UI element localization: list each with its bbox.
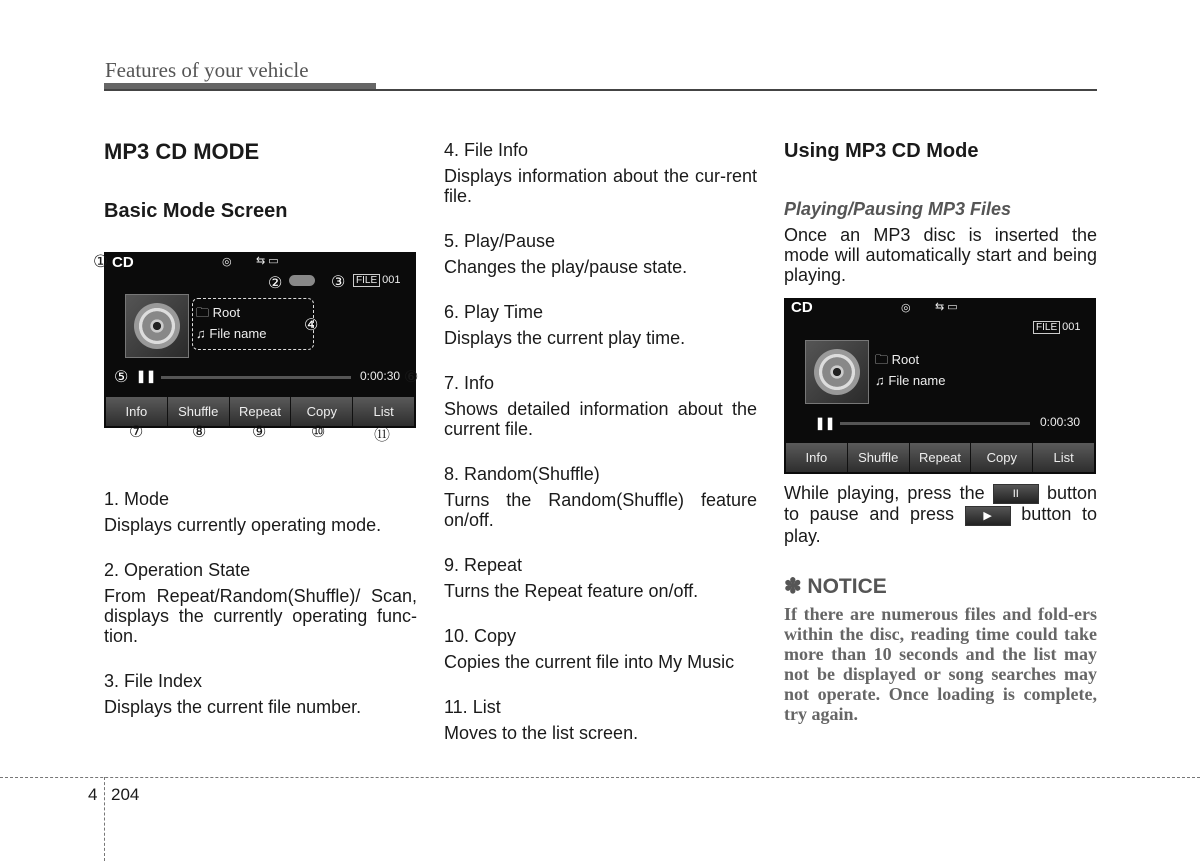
copy-button[interactable]: Copy bbox=[971, 443, 1033, 472]
item-title: 3. File Index bbox=[104, 671, 203, 691]
running-header: Features of your vehicle bbox=[105, 58, 309, 82]
file-name: File name bbox=[209, 326, 267, 341]
file-number: 001 bbox=[1062, 321, 1081, 333]
file-index bbox=[1033, 321, 1080, 333]
callout-8: ⑧ bbox=[192, 424, 207, 441]
footer-rule bbox=[0, 777, 1200, 778]
album-art bbox=[805, 340, 869, 404]
usb-icon: ⇆ ▭ bbox=[935, 301, 958, 313]
header-rule bbox=[104, 89, 1097, 91]
disc-icon bbox=[814, 349, 860, 395]
file-badge: FILE bbox=[353, 274, 380, 287]
item-title: 7. Info bbox=[444, 373, 495, 393]
item-desc: Displays information about the cur-rent file. bbox=[444, 166, 757, 206]
file-row bbox=[875, 373, 945, 388]
item-title: 9. Repeat bbox=[444, 555, 523, 575]
item-title: 6. Play Time bbox=[444, 302, 544, 322]
list-item bbox=[444, 555, 757, 601]
disc-status-icon: ◎ bbox=[901, 302, 911, 314]
press-text-1: While playing, press the bbox=[784, 483, 985, 503]
list-item bbox=[104, 489, 417, 535]
item-title: 11. List bbox=[444, 697, 501, 717]
list-item bbox=[444, 140, 757, 206]
list-item bbox=[444, 697, 757, 743]
copy-button[interactable]: Copy bbox=[291, 397, 353, 426]
page-number: 204 bbox=[111, 785, 140, 804]
shuffle-button[interactable]: Shuffle bbox=[848, 443, 910, 472]
press-text-3: button to play. bbox=[784, 504, 1097, 546]
intro-paragraph: Once an MP3 disc is inserted the mode will automatically start and being playing. bbox=[784, 225, 1097, 285]
play-button-icon: ▶ bbox=[965, 506, 1011, 526]
mode-button-bar bbox=[786, 443, 1094, 472]
notice-heading: ✽ NOTICE bbox=[784, 575, 887, 598]
basic-mode-screen bbox=[104, 252, 419, 428]
item-desc: Displays currently operating mode. bbox=[104, 515, 382, 535]
item-desc: Turns the Repeat feature on/off. bbox=[444, 581, 699, 601]
callout-5: ⑤ bbox=[114, 369, 129, 386]
press-instructions bbox=[784, 483, 1097, 547]
list-item bbox=[444, 231, 757, 277]
section-heading-right: Using MP3 CD Mode bbox=[784, 140, 979, 162]
folder-row bbox=[196, 304, 240, 326]
pause-icon[interactable]: ❚❚ bbox=[815, 416, 836, 430]
item-desc: Displays the current play time. bbox=[444, 328, 686, 348]
info-button[interactable]: Info bbox=[786, 443, 848, 472]
operation-state-icon bbox=[289, 275, 315, 286]
playing-screen bbox=[784, 298, 1096, 474]
list-item bbox=[444, 464, 757, 530]
disc-icon bbox=[134, 303, 180, 349]
middle-item-list bbox=[444, 140, 757, 768]
progress-bar bbox=[161, 376, 351, 379]
list-item bbox=[104, 671, 417, 717]
callout-6: ⑥ bbox=[404, 369, 419, 386]
callout-2: ② bbox=[268, 275, 283, 292]
play-time: 0:00:30 bbox=[360, 369, 401, 383]
section-heading: MP3 CD MODE bbox=[104, 139, 260, 164]
info-button[interactable]: Info bbox=[106, 397, 168, 426]
press-text-2: button to pause and press bbox=[784, 483, 1097, 525]
item-desc: Shows detailed information about the current file. bbox=[444, 399, 757, 439]
mode-label: CD bbox=[112, 254, 134, 271]
item-title: 2. Operation State bbox=[104, 560, 251, 580]
file-name: File name bbox=[888, 373, 946, 388]
disc-status-icon: ◎ bbox=[222, 256, 232, 268]
album-art bbox=[125, 294, 189, 358]
item-desc: From Repeat/Random(Shuffle)/ Scan, displays the currently operating func-tion. bbox=[104, 586, 417, 646]
callout-4: ④ bbox=[304, 317, 319, 334]
list-item bbox=[444, 302, 757, 348]
folder-name: Root bbox=[891, 352, 920, 367]
folder-row bbox=[875, 351, 919, 373]
item-title: 1. Mode bbox=[104, 489, 170, 509]
item-title: 10. Copy bbox=[444, 626, 517, 646]
list-item bbox=[444, 373, 757, 439]
list-button[interactable]: List bbox=[1033, 443, 1094, 472]
list-button[interactable]: List bbox=[353, 397, 414, 426]
file-badge: FILE bbox=[1033, 321, 1060, 334]
file-row bbox=[196, 326, 266, 341]
item-desc: Moves to the list screen. bbox=[444, 723, 639, 743]
progress-bar bbox=[840, 422, 1030, 425]
item-title: 5. Play/Pause bbox=[444, 231, 556, 251]
callout-9: ⑨ bbox=[252, 424, 267, 441]
music-note-icon: ♫ bbox=[196, 326, 206, 341]
music-note-icon: ♫ bbox=[875, 373, 885, 388]
subsection-heading-right: Playing/Pausing MP3 Files bbox=[784, 199, 1012, 219]
play-time: 0:00:30 bbox=[1040, 415, 1081, 429]
callout-10: ⑩ bbox=[311, 424, 326, 441]
pause-button-icon: II bbox=[993, 484, 1039, 504]
callout-1: ① bbox=[93, 252, 109, 271]
folder-icon: 🗀 bbox=[196, 305, 210, 320]
notice-text: If there are numerous files and fold-ers within the disc, reading time could take more than 10 seconds and the list may not be displayed or song searches may not operate. Once loading is complete, try again. bbox=[784, 604, 1097, 724]
folder-name: Root bbox=[212, 305, 241, 320]
callout-11: ⑪ bbox=[374, 427, 391, 444]
callout-3: ③ bbox=[331, 274, 346, 291]
mode-label: CD bbox=[791, 299, 813, 316]
list-item bbox=[444, 626, 757, 672]
shuffle-button[interactable]: Shuffle bbox=[168, 397, 230, 426]
item-desc: Changes the play/pause state. bbox=[444, 257, 688, 277]
item-desc: Copies the current file into My Music bbox=[444, 652, 735, 672]
item-title: 8. Random(Shuffle) bbox=[444, 464, 600, 484]
list-item bbox=[104, 560, 417, 646]
usb-icon: ⇆ ▭ bbox=[256, 255, 279, 267]
callout-7: ⑦ bbox=[129, 424, 144, 441]
subsection-heading: Basic Mode Screen bbox=[104, 200, 288, 222]
pause-icon: ❚❚ bbox=[136, 369, 157, 383]
left-item-list bbox=[104, 489, 417, 742]
item-title: 4. File Info bbox=[444, 140, 529, 160]
file-number: 001 bbox=[382, 274, 401, 286]
repeat-button[interactable]: Repeat bbox=[230, 397, 292, 426]
folder-icon: 🗀 bbox=[875, 352, 889, 367]
footer-divider bbox=[104, 777, 105, 861]
chapter-number: 4 bbox=[88, 785, 98, 804]
item-desc: Displays the current file number. bbox=[104, 697, 362, 717]
file-index bbox=[353, 274, 400, 286]
repeat-button[interactable]: Repeat bbox=[910, 443, 972, 472]
item-desc: Turns the Random(Shuffle) feature on/off. bbox=[444, 490, 757, 530]
